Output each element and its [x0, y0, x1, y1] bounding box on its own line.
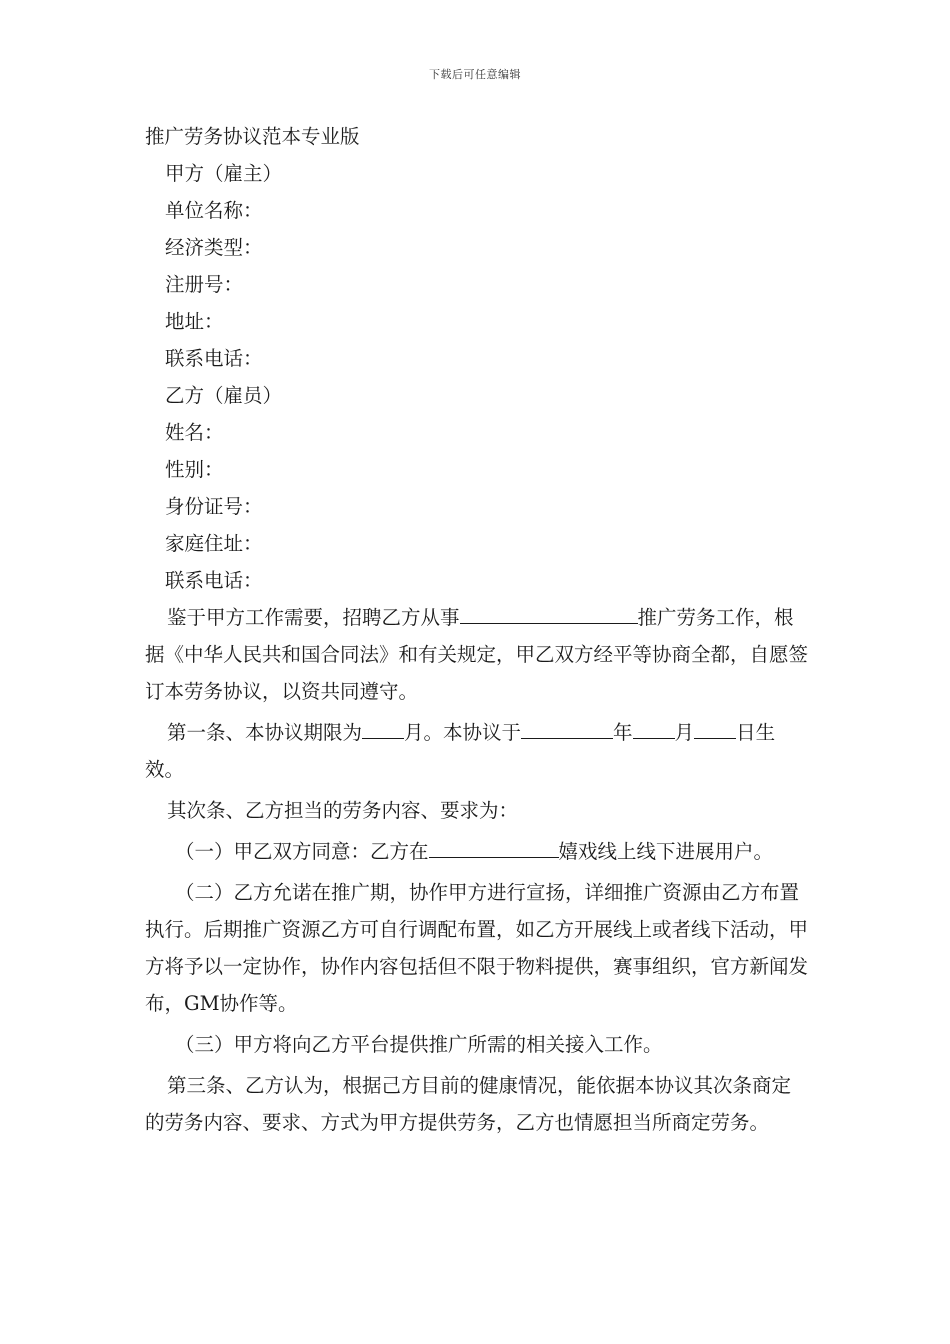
intro-paragraph: [145, 599, 810, 710]
article-1: [145, 714, 810, 788]
item-1-text-b: 嬉戏线上线下进展用户。: [558, 840, 774, 863]
year-blank: [521, 718, 613, 739]
intro-text-1: 鉴于甲方工作需要，招聘乙方从事: [167, 606, 460, 629]
party-a-field-company-name: 单位名称：: [165, 199, 263, 222]
term-months-blank: [362, 718, 404, 739]
article-2-item-2: （二）乙方允诺在推广期，协作甲方进行宣扬，详细推广资源由乙方布置执行。后期推广资源乙方可自行调配布置，如乙方开展线上或者线下活动，甲方将予以一定协作，协作内容包括但不限于物料提供，赛事组织，官方新闻发布，GM协作等。: [145, 881, 809, 1015]
article-2-heading: 其次条、乙方担当的劳务内容、要求为：: [167, 799, 519, 822]
article-1-text-a: 第一条、本协议期限为: [167, 721, 363, 744]
intro-text-2: 推广劳务工作，根据《中华人民共和国合同法》和有关规定，甲乙双方经平等协商全都，自愿签订本劳务协议，以资共同遵守。: [145, 606, 809, 703]
document-body: [145, 118, 810, 1141]
party-a-field-phone: 联系电话：: [165, 347, 263, 370]
party-a-field-economic-type: 经济类型：: [165, 236, 263, 259]
article-1-text-d: 月: [674, 721, 695, 744]
party-b-field-phone: 联系电话：: [165, 569, 263, 592]
item-1-text-a: （一）甲乙双方同意：乙方在: [175, 840, 429, 863]
party-b-field-home-address: 家庭住址：: [165, 532, 263, 555]
party-a-field-address: 地址：: [165, 310, 224, 333]
article-2-item-3: （三）甲方将向乙方平台提供推广所需的相关接入工作。: [175, 1033, 663, 1056]
article-1-text-e: 日生效。: [145, 721, 776, 781]
month-blank: [633, 718, 675, 739]
article-2-item-1: [145, 833, 810, 870]
party-b-field-id-number: 身份证号：: [165, 495, 263, 518]
party-a-heading: 甲方（雇主）: [165, 162, 283, 185]
job-blank: [460, 603, 638, 624]
party-b-field-name: 姓名：: [165, 421, 224, 444]
party-a-field-registration-no: 注册号：: [165, 273, 244, 296]
game-name-blank: [429, 837, 559, 858]
party-b-field-gender: 性别：: [165, 458, 224, 481]
page-header-note: 下载后可任意编辑: [429, 68, 521, 81]
document-title: 推广劳务协议范本专业版: [145, 125, 360, 148]
day-blank: [694, 718, 736, 739]
article-3: 第三条、乙方认为，根据己方目前的健康情况，能依据本协议其次条商定的劳务内容、要求、方式为甲方提供劳务，乙方也情愿担当所商定劳务。: [145, 1074, 792, 1134]
article-1-text-b: 月。本协议于: [404, 721, 522, 744]
party-b-heading: 乙方（雇员）: [165, 384, 283, 407]
article-1-text-c: 年: [613, 721, 633, 744]
